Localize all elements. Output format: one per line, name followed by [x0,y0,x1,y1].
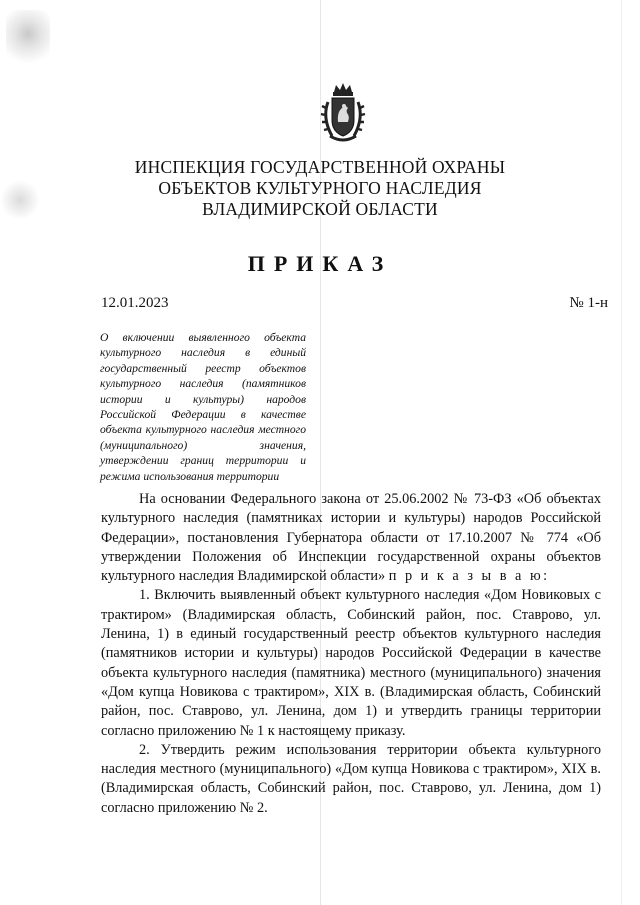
organization-name-line-3: ВЛАДИМИРСКОЙ ОБЛАСТИ [202,199,438,219]
document-date: 12.01.2023 [101,295,169,311]
document-subject: О включении выявленного объекта культурного наследия в единый государственный реестр объектов культурного наследия (памятников истории и культуры) народов Российской Федерации в качестве объекта культурного наследия местного (муниципального) значения, утверждении границ территории и режима использования территории [100,331,306,483]
scan-artifact [6,10,50,70]
coat-of-arms-icon [318,82,368,144]
document-body [101,490,601,818]
organization-name-line-2: ОБЪЕКТОВ КУЛЬТУРНОГО НАСЛЕДИЯ [158,178,482,198]
order-word: п р и к а з ы в а ю: [388,568,550,585]
document-title: ПРИКАЗ [247,251,393,276]
scan-artifact [0,180,40,220]
preamble-paragraph [101,490,601,586]
page-edge-line [621,0,622,905]
preamble-text: На основании Федерального закона от 25.06.2002 № 73-ФЗ «Об объектах культурного наследия (памятниках истории и культуры) народов Российской Федерации», постановления Губернатора области от 17.10.2007 № 774 «Об утверждении Положения об Инспекции государственной охраны объектов культурного наследия Владимирской области» [101,491,601,585]
organization-name-line-1: ИНСПЕКЦИЯ ГОСУДАРСТВЕННОЙ ОХРАНЫ [134,157,506,177]
order-item-1: 1. Включить выявленный объект культурного наследия «Дом Новиковых с трактиром» (Владимирская область, Собинский район, пос. Ставрово, ул. Ленина, 1) в единый государственный реестр объектов культурного наследия (памятников истории и культуры) народов Российской Федерации в качестве объекта культурного наследия (памятника) местного (муниципального) значения «Дом купца Новикова с трактиром», XIX в. (Владимирская область, Собинский район, пос. Ставрово, ул. Ленина, дом 1) и утвердить границы территории согласно приложению № 1 к настоящему приказу. [101,587,601,739]
document-number: № 1-н [569,295,608,311]
order-item-2: 2. Утвердить режим использования территории объекта культурного наследия местного (муниципального) «Дом купца Новикова с трактиром», XIX в. (Владимирская область, Собинский район, пос. Ставрово, ул. Ленина, дом 1) согласно приложению № 2. [101,741,601,816]
